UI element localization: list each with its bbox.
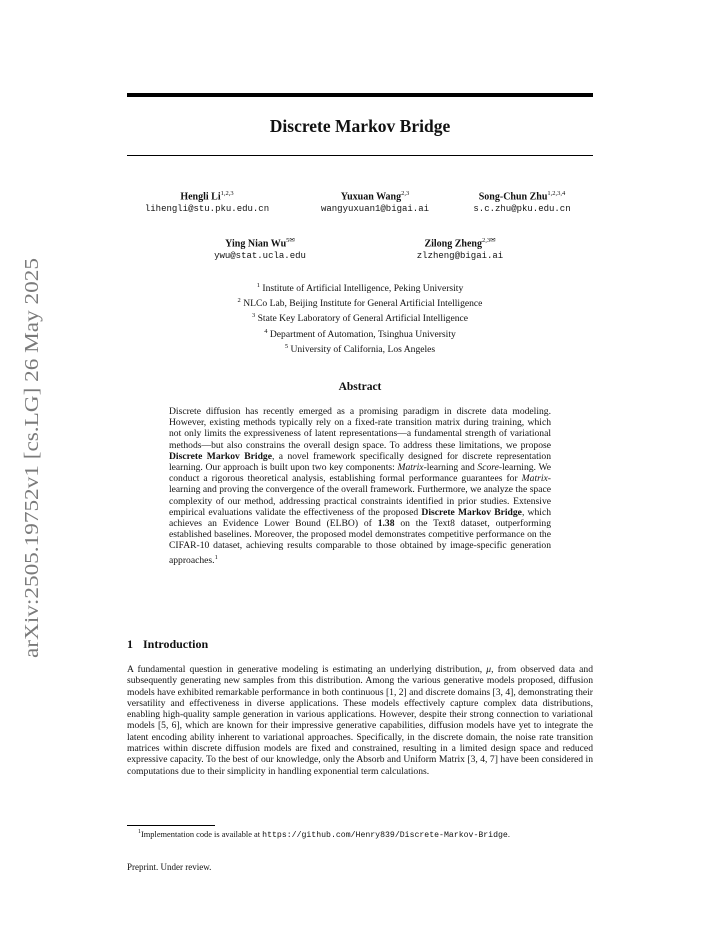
arxiv-identifier-text: arXiv:2505.19752v1 [cs.LG] 26 May 2025 <box>21 313 43 658</box>
title-rule-bottom <box>127 155 593 156</box>
preprint-notice: Preprint. Under review. <box>127 862 212 872</box>
abstract-heading: Abstract <box>338 381 382 393</box>
arxiv-identifier-stamp <box>10 258 50 658</box>
author-block <box>385 235 535 262</box>
author-email[interactable]: wangyuxuan1@bigai.ai <box>320 204 430 215</box>
abstract-body: Discrete diffusion has recently emerged as a promising paradigm in discrete data modeling. However, existing methods typically rely on a fixed-rate transition matrix during training, which not only limits the expressiveness of latent representations—a fundamental strength of variational methods—but also constrains the overall design space. To address these limitations, we propose Discrete Markov Bridge, a novel framework specifically designed for discrete representation learning. Our approach is built upon two key components: Matrix-learning and Score-learning. We conduct a rigorous theoretical analysis, establishing formal performance guarantees for Matrix-learning and proving the convergence of the overall framework. Furthermore, we analyze the space complexity of our method, addressing practical constraints identified in prior studies. Extensive empirical evaluations validate the effectiveness of the proposed Discrete Markov Bridge, which achieves an Evidence Lower Bound (ELBO) of 1.38 on the Text8 dataset, outperforming established baselines. Moreover, the proposed model demonstrates competitive performance on the CIFAR-10 dataset, achieving results comparable to those obtained by image-specific generation approaches.$^1$ <box>169 406 552 566</box>
author-block <box>295 188 455 215</box>
code-repository-link[interactable]: https://github.com/Henry839/Discrete-Markov-Bridge <box>262 830 508 840</box>
introduction-paragraph: A fundamental question in generative modeling is estimating an underlying distribution, μ, from observed data and subsequently generating new samples from this distribution. Among the various generative models proposed, diffusion models have exhibited remarkable performance in both continuous [1, 2] and discrete domains [3, 4], demonstrating their versatility and effectiveness in diverse applications. These models effectively capture complex data distributions, enabling high-quality sample generation in various applications. However, despite their strong connection to variational models [5, 6], which are known for their impressive generative capabilities, diffusion models have yet to integrate the latent encoding ability inherent to variational approaches. Specifically, in the discrete domain, the noise rate transition matrices within discrete diffusion models are fixed and constrained, resulting in a limited design space and reduced expressive capacity. To the best of our knowledge, only the Absorb and Uniform Matrix [3, 4, 7] have been considered in computations due to their simplicity in handling exponential term calculations. <box>127 664 593 777</box>
author-affiliation-marks: 2,3✉ <box>481 237 496 244</box>
author-affiliation-marks: 1,2,3,4 <box>547 190 566 197</box>
author-block <box>185 235 335 262</box>
footnote-marker[interactable]: 1 <box>214 553 218 561</box>
affiliations-list <box>127 280 593 356</box>
author-block <box>448 188 596 215</box>
author-name: Yuxuan Wang$^{2,3}$ <box>340 190 410 203</box>
author-name: Zilong Zheng$^{2,3✉}$ <box>424 237 496 250</box>
title-rule-top <box>127 93 593 97</box>
author-email[interactable]: zlzheng@bigai.ai <box>416 251 504 262</box>
paper-title: Discrete Markov Bridge <box>269 116 451 136</box>
affiliation-line: $^2$ NLCo Lab, Beijing Institute for General Artificial Intelligence <box>237 297 483 310</box>
author-name: Ying Nian $Wu^{5✉}$ <box>225 237 295 250</box>
author-affiliation-marks: 2,3 <box>401 190 410 197</box>
affiliation-line: $^3$ State Key Laboratory of General Artificial Intelligence <box>251 312 469 325</box>
author-block <box>127 188 287 215</box>
affiliation-line: $^5$ University of California, Los Angeles <box>284 342 436 355</box>
author-email[interactable]: ywu@stat.ucla.edu <box>214 251 306 262</box>
author-affiliation-marks: 1,2,3 <box>220 190 234 197</box>
author-affiliation-marks: 5✉ <box>286 237 295 244</box>
author-name: Song-Chun Zhu$^{1,2,3,4}$ <box>478 190 566 203</box>
author-email[interactable]: lihengli@stu.pku.edu.cn <box>144 204 270 215</box>
author-email[interactable]: s.c.zhu@pku.edu.cn <box>473 204 571 215</box>
affiliation-line: $^4$ Department of Automation, Tsinghua University <box>264 327 456 340</box>
footnote-rule <box>127 825 215 826</box>
footnote: $^1$Implementation code is available at https://github.com/Henry839/Discrete-Markov-Bridge. <box>138 829 510 840</box>
author-name: Hengli Li$^{1,2,3}$ <box>180 190 234 203</box>
affiliation-line: $^1$ Institute of Artificial Intelligence, Peking University <box>256 282 464 295</box>
section-heading-introduction: 1 Introduction <box>127 637 209 651</box>
